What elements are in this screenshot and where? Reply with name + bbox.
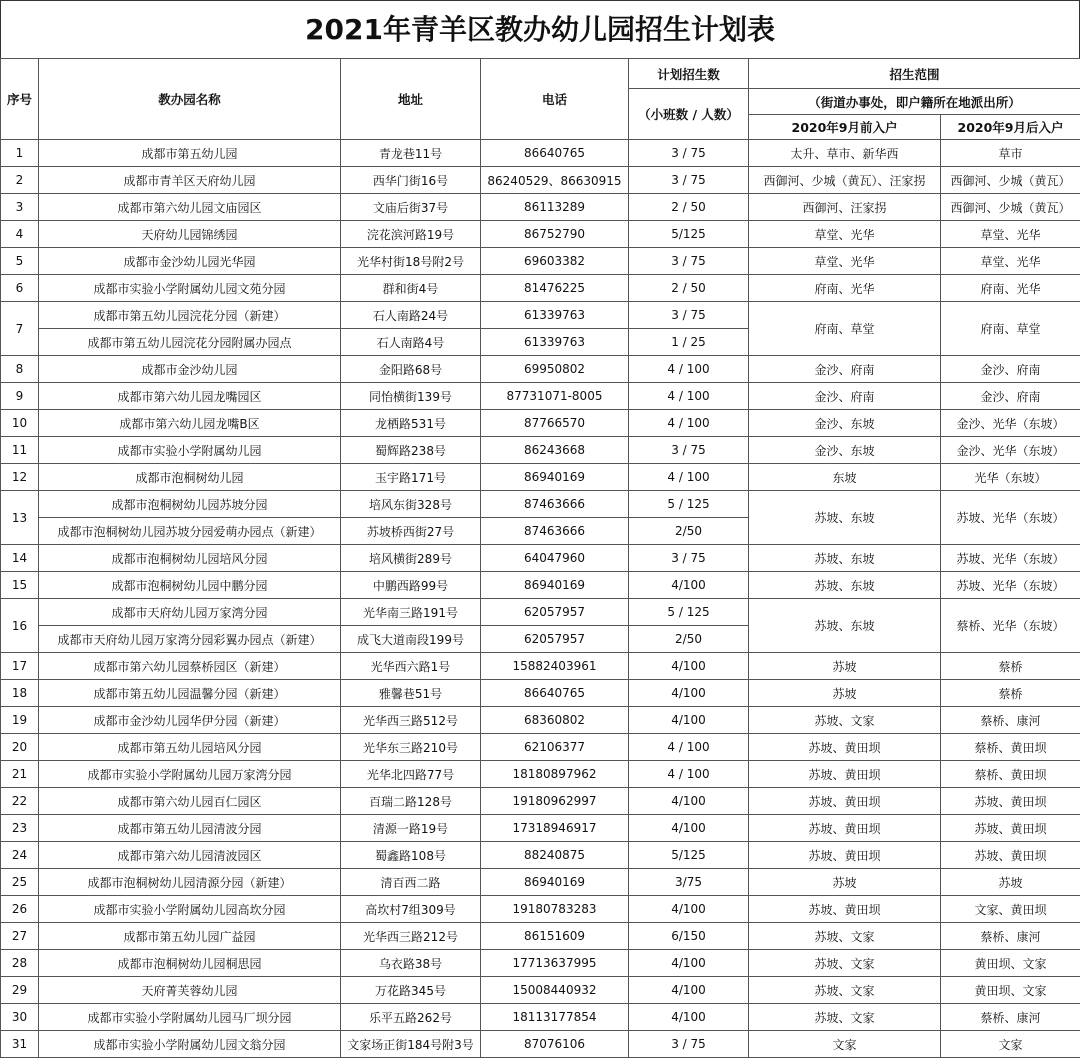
range-after-2020-09: 黄田坝、文家 bbox=[941, 950, 1080, 977]
row-index: 21 bbox=[1, 761, 39, 788]
enrollment-plan: 4 / 100 bbox=[629, 383, 749, 410]
kindergarten-name: 成都市第五幼儿园浣花分园（新建） bbox=[39, 302, 341, 329]
kindergarten-name: 成都市第六幼儿园蔡桥园区（新建） bbox=[39, 653, 341, 680]
table-row bbox=[1, 167, 1080, 194]
table-row bbox=[1, 761, 1080, 788]
kindergarten-address: 浣花滨河路19号 bbox=[341, 221, 481, 248]
header-range-sub: （街道办事处，即户籍所在地派出所） bbox=[749, 89, 1080, 115]
kindergarten-phone: 86240529、86630915 bbox=[481, 167, 629, 194]
range-after-2020-09: 蔡桥、康河 bbox=[941, 707, 1080, 734]
row-index: 25 bbox=[1, 869, 39, 896]
kindergarten-address: 文庙后街37号 bbox=[341, 194, 481, 221]
range-after-2020-09: 光华（东坡） bbox=[941, 464, 1080, 491]
kindergarten-name: 成都市实验小学附属幼儿园文苑分园 bbox=[39, 275, 341, 302]
table-row bbox=[1, 491, 1080, 518]
kindergarten-name: 天府菁芙蓉幼儿园 bbox=[39, 977, 341, 1004]
table-row bbox=[1, 356, 1080, 383]
range-before-2020-09: 苏坡、文家 bbox=[749, 923, 941, 950]
table-row bbox=[1, 680, 1080, 707]
kindergarten-name: 成都市第六幼儿园文庙园区 bbox=[39, 194, 341, 221]
range-before-2020-09: 西御河、少城（黄瓦）、汪家拐 bbox=[749, 167, 941, 194]
kindergarten-phone: 87076106 bbox=[481, 1031, 629, 1058]
kindergarten-name: 成都市天府幼儿园万家湾分园 bbox=[39, 599, 341, 626]
row-index: 13 bbox=[1, 491, 39, 545]
row-index: 20 bbox=[1, 734, 39, 761]
row-index: 6 bbox=[1, 275, 39, 302]
kindergarten-address: 龙栖路531号 bbox=[341, 410, 481, 437]
enrollment-plan: 5/125 bbox=[629, 842, 749, 869]
enrollment-plan: 2/50 bbox=[629, 518, 749, 545]
range-before-2020-09: 府南、光华 bbox=[749, 275, 941, 302]
kindergarten-address: 光华西三路512号 bbox=[341, 707, 481, 734]
range-after-2020-09: 蔡桥、康河 bbox=[941, 923, 1080, 950]
kindergarten-phone: 62106377 bbox=[481, 734, 629, 761]
range-before-2020-09: 苏坡、东坡 bbox=[749, 599, 941, 653]
kindergarten-phone: 19180783283 bbox=[481, 896, 629, 923]
enrollment-plan: 4/100 bbox=[629, 815, 749, 842]
range-after-2020-09: 苏坡、光华（东坡） bbox=[941, 491, 1080, 545]
kindergarten-name: 成都市实验小学附属幼儿园马厂坝分园 bbox=[39, 1004, 341, 1031]
kindergarten-address: 青龙巷11号 bbox=[341, 140, 481, 167]
kindergarten-phone: 86752790 bbox=[481, 221, 629, 248]
kindergarten-name: 成都市泡桐树幼儿园培风分园 bbox=[39, 545, 341, 572]
page-title: 2021年青羊区教办幼儿园招生计划表 bbox=[0, 0, 1080, 58]
range-before-2020-09: 苏坡 bbox=[749, 680, 941, 707]
table-row bbox=[1, 410, 1080, 437]
row-index: 29 bbox=[1, 977, 39, 1004]
range-after-2020-09: 金沙、光华（东坡） bbox=[941, 437, 1080, 464]
kindergarten-name: 成都市第五幼儿园浣花分园附属办园点 bbox=[39, 329, 341, 356]
row-index: 3 bbox=[1, 194, 39, 221]
row-index: 11 bbox=[1, 437, 39, 464]
range-before-2020-09: 苏坡、黄田坝 bbox=[749, 734, 941, 761]
row-index: 7 bbox=[1, 302, 39, 356]
enrollment-plan: 2 / 50 bbox=[629, 275, 749, 302]
range-after-2020-09: 文家、黄田坝 bbox=[941, 896, 1080, 923]
range-after-2020-09: 苏坡、光华（东坡） bbox=[941, 572, 1080, 599]
enrollment-plan: 3 / 75 bbox=[629, 167, 749, 194]
header-phone: 电话 bbox=[481, 59, 629, 140]
row-index: 23 bbox=[1, 815, 39, 842]
kindergarten-name: 成都市第六幼儿园龙嘴园区 bbox=[39, 383, 341, 410]
kindergarten-name: 成都市金沙幼儿园华伊分园（新建） bbox=[39, 707, 341, 734]
range-after-2020-09: 府南、光华 bbox=[941, 275, 1080, 302]
enrollment-plan: 5/125 bbox=[629, 221, 749, 248]
row-index: 19 bbox=[1, 707, 39, 734]
range-after-2020-09: 苏坡、光华（东坡） bbox=[941, 545, 1080, 572]
kindergarten-name: 成都市泡桐树幼儿园桐思园 bbox=[39, 950, 341, 977]
row-index: 8 bbox=[1, 356, 39, 383]
kindergarten-address: 光华东三路210号 bbox=[341, 734, 481, 761]
enrollment-plan: 4/100 bbox=[629, 572, 749, 599]
range-before-2020-09: 苏坡、文家 bbox=[749, 1004, 941, 1031]
kindergarten-phone: 86940169 bbox=[481, 869, 629, 896]
kindergarten-phone: 87731071-8005 bbox=[481, 383, 629, 410]
kindergarten-phone: 86243668 bbox=[481, 437, 629, 464]
kindergarten-name: 成都市金沙幼儿园 bbox=[39, 356, 341, 383]
range-after-2020-09: 金沙、府南 bbox=[941, 383, 1080, 410]
range-before-2020-09: 太升、草市、新华西 bbox=[749, 140, 941, 167]
range-before-2020-09: 苏坡 bbox=[749, 869, 941, 896]
kindergarten-phone: 19180962997 bbox=[481, 788, 629, 815]
row-index: 28 bbox=[1, 950, 39, 977]
range-after-2020-09: 蔡桥 bbox=[941, 653, 1080, 680]
kindergarten-name: 成都市第五幼儿园 bbox=[39, 140, 341, 167]
kindergarten-address: 苏坡桥西街27号 bbox=[341, 518, 481, 545]
range-after-2020-09: 草市 bbox=[941, 140, 1080, 167]
enrollment-plan: 4 / 100 bbox=[629, 761, 749, 788]
enrollment-table bbox=[0, 58, 1080, 1058]
range-after-2020-09: 苏坡、黄田坝 bbox=[941, 788, 1080, 815]
kindergarten-name: 成都市实验小学附属幼儿园 bbox=[39, 437, 341, 464]
table-row bbox=[1, 437, 1080, 464]
enrollment-plan: 4 / 100 bbox=[629, 734, 749, 761]
kindergarten-name: 成都市实验小学附属幼儿园万家湾分园 bbox=[39, 761, 341, 788]
range-after-2020-09: 苏坡 bbox=[941, 869, 1080, 896]
table-row bbox=[1, 707, 1080, 734]
table-row bbox=[1, 599, 1080, 626]
table-row bbox=[1, 896, 1080, 923]
range-before-2020-09: 苏坡 bbox=[749, 653, 941, 680]
kindergarten-name: 成都市第五幼儿园广益园 bbox=[39, 923, 341, 950]
range-after-2020-09: 草堂、光华 bbox=[941, 248, 1080, 275]
range-before-2020-09: 草堂、光华 bbox=[749, 221, 941, 248]
range-before-2020-09: 苏坡、黄田坝 bbox=[749, 842, 941, 869]
row-index: 16 bbox=[1, 599, 39, 653]
range-after-2020-09: 蔡桥、康河 bbox=[941, 1004, 1080, 1031]
kindergarten-address: 雅馨巷51号 bbox=[341, 680, 481, 707]
row-index: 22 bbox=[1, 788, 39, 815]
enrollment-plan: 4 / 100 bbox=[629, 356, 749, 383]
kindergarten-phone: 68360802 bbox=[481, 707, 629, 734]
kindergarten-address: 光华村街18号附2号 bbox=[341, 248, 481, 275]
kindergarten-address: 乐平五路262号 bbox=[341, 1004, 481, 1031]
kindergarten-address: 乌衣路38号 bbox=[341, 950, 481, 977]
kindergarten-address: 高坎村7组309号 bbox=[341, 896, 481, 923]
enrollment-plan: 2 / 50 bbox=[629, 194, 749, 221]
header-after: 2020年9月后入户 bbox=[941, 115, 1080, 140]
kindergarten-phone: 18180897962 bbox=[481, 761, 629, 788]
range-after-2020-09: 蔡桥、黄田坝 bbox=[941, 734, 1080, 761]
enrollment-plan: 3 / 75 bbox=[629, 302, 749, 329]
kindergarten-phone: 17713637995 bbox=[481, 950, 629, 977]
kindergarten-name: 成都市第六幼儿园清波园区 bbox=[39, 842, 341, 869]
enrollment-plan: 3 / 75 bbox=[629, 437, 749, 464]
kindergarten-name: 成都市实验小学附属幼儿园文翁分园 bbox=[39, 1031, 341, 1058]
kindergarten-address: 中鹏西路99号 bbox=[341, 572, 481, 599]
enrollment-plan: 4/100 bbox=[629, 896, 749, 923]
kindergarten-phone: 86113289 bbox=[481, 194, 629, 221]
enrollment-plan: 4/100 bbox=[629, 950, 749, 977]
kindergarten-name: 成都市金沙幼儿园光华园 bbox=[39, 248, 341, 275]
kindergarten-address: 玉宇路171号 bbox=[341, 464, 481, 491]
enrollment-plan: 4 / 100 bbox=[629, 410, 749, 437]
kindergarten-address: 光华北四路77号 bbox=[341, 761, 481, 788]
range-before-2020-09: 苏坡、黄田坝 bbox=[749, 761, 941, 788]
kindergarten-address: 西华门街16号 bbox=[341, 167, 481, 194]
range-before-2020-09: 草堂、光华 bbox=[749, 248, 941, 275]
kindergarten-phone: 86640765 bbox=[481, 140, 629, 167]
table-row bbox=[1, 464, 1080, 491]
table-body bbox=[1, 140, 1080, 1058]
kindergarten-name: 成都市青羊区天府幼儿园 bbox=[39, 167, 341, 194]
row-index: 9 bbox=[1, 383, 39, 410]
kindergarten-phone: 69950802 bbox=[481, 356, 629, 383]
kindergarten-name: 成都市实验小学附属幼儿园高坎分园 bbox=[39, 896, 341, 923]
enrollment-plan: 4/100 bbox=[629, 788, 749, 815]
enrollment-plan: 3 / 75 bbox=[629, 1031, 749, 1058]
row-index: 14 bbox=[1, 545, 39, 572]
enrollment-plan: 3 / 75 bbox=[629, 545, 749, 572]
range-after-2020-09: 西御河、少城（黄瓦） bbox=[941, 167, 1080, 194]
row-index: 24 bbox=[1, 842, 39, 869]
enrollment-plan: 4 / 100 bbox=[629, 464, 749, 491]
range-after-2020-09: 文家 bbox=[941, 1031, 1080, 1058]
range-before-2020-09: 西御河、汪家拐 bbox=[749, 194, 941, 221]
table-row bbox=[1, 275, 1080, 302]
enrollment-plan: 4/100 bbox=[629, 1004, 749, 1031]
row-index: 12 bbox=[1, 464, 39, 491]
range-after-2020-09: 蔡桥 bbox=[941, 680, 1080, 707]
kindergarten-address: 清源一路19号 bbox=[341, 815, 481, 842]
kindergarten-phone: 86151609 bbox=[481, 923, 629, 950]
kindergarten-phone: 17318946917 bbox=[481, 815, 629, 842]
kindergarten-phone: 87463666 bbox=[481, 491, 629, 518]
kindergarten-phone: 87463666 bbox=[481, 518, 629, 545]
row-index: 15 bbox=[1, 572, 39, 599]
enrollment-plan: 2/50 bbox=[629, 626, 749, 653]
kindergarten-address: 培风横街289号 bbox=[341, 545, 481, 572]
range-before-2020-09: 苏坡、黄田坝 bbox=[749, 896, 941, 923]
kindergarten-name: 天府幼儿园锦绣园 bbox=[39, 221, 341, 248]
kindergarten-phone: 62057957 bbox=[481, 626, 629, 653]
kindergarten-address: 文家场正街184号附3号 bbox=[341, 1031, 481, 1058]
kindergarten-phone: 86940169 bbox=[481, 464, 629, 491]
kindergarten-address: 光华西三路212号 bbox=[341, 923, 481, 950]
table-row bbox=[1, 1004, 1080, 1031]
table-row bbox=[1, 248, 1080, 275]
kindergarten-name: 成都市天府幼儿园万家湾分园彩翼办园点（新建） bbox=[39, 626, 341, 653]
header-range: 招生范围 bbox=[749, 59, 1080, 89]
kindergarten-phone: 81476225 bbox=[481, 275, 629, 302]
row-index: 2 bbox=[1, 167, 39, 194]
enrollment-plan: 4/100 bbox=[629, 680, 749, 707]
table-row bbox=[1, 950, 1080, 977]
table-row bbox=[1, 734, 1080, 761]
table-row bbox=[1, 815, 1080, 842]
kindergarten-name: 成都市泡桐树幼儿园苏坡分园 bbox=[39, 491, 341, 518]
kindergarten-phone: 69603382 bbox=[481, 248, 629, 275]
enrollment-plan: 3 / 75 bbox=[629, 248, 749, 275]
kindergarten-phone: 86940169 bbox=[481, 572, 629, 599]
range-before-2020-09: 金沙、东坡 bbox=[749, 410, 941, 437]
range-before-2020-09: 苏坡、黄田坝 bbox=[749, 815, 941, 842]
kindergarten-name: 成都市第六幼儿园百仁园区 bbox=[39, 788, 341, 815]
range-before-2020-09: 金沙、东坡 bbox=[749, 437, 941, 464]
header-before: 2020年9月前入户 bbox=[749, 115, 941, 140]
table-row bbox=[1, 221, 1080, 248]
table-row bbox=[1, 194, 1080, 221]
kindergarten-name: 成都市第五幼儿园清波分园 bbox=[39, 815, 341, 842]
range-after-2020-09: 府南、草堂 bbox=[941, 302, 1080, 356]
kindergarten-address: 光华南三路191号 bbox=[341, 599, 481, 626]
row-index: 31 bbox=[1, 1031, 39, 1058]
header-plan-sub: （小班数 / 人数） bbox=[629, 89, 749, 140]
enrollment-plan: 3 / 75 bbox=[629, 140, 749, 167]
table-row bbox=[1, 545, 1080, 572]
kindergarten-address: 石人南路24号 bbox=[341, 302, 481, 329]
kindergarten-address: 金阳路68号 bbox=[341, 356, 481, 383]
kindergarten-phone: 15008440932 bbox=[481, 977, 629, 1004]
range-after-2020-09: 草堂、光华 bbox=[941, 221, 1080, 248]
enrollment-plan: 4/100 bbox=[629, 707, 749, 734]
range-after-2020-09: 蔡桥、黄田坝 bbox=[941, 761, 1080, 788]
range-before-2020-09: 苏坡、黄田坝 bbox=[749, 788, 941, 815]
kindergarten-address: 培风东街328号 bbox=[341, 491, 481, 518]
range-before-2020-09: 苏坡、东坡 bbox=[749, 572, 941, 599]
table-row bbox=[1, 842, 1080, 869]
kindergarten-address: 清百西二路 bbox=[341, 869, 481, 896]
kindergarten-phone: 62057957 bbox=[481, 599, 629, 626]
range-before-2020-09: 金沙、府南 bbox=[749, 356, 941, 383]
row-index: 5 bbox=[1, 248, 39, 275]
table-row bbox=[1, 572, 1080, 599]
enrollment-plan: 4/100 bbox=[629, 653, 749, 680]
range-after-2020-09: 金沙、府南 bbox=[941, 356, 1080, 383]
kindergarten-phone: 87766570 bbox=[481, 410, 629, 437]
enrollment-plan: 6/150 bbox=[629, 923, 749, 950]
row-index: 4 bbox=[1, 221, 39, 248]
kindergarten-address: 成飞大道南段199号 bbox=[341, 626, 481, 653]
range-after-2020-09: 蔡桥、光华（东坡） bbox=[941, 599, 1080, 653]
header-name: 教办园名称 bbox=[39, 59, 341, 140]
range-before-2020-09: 苏坡、文家 bbox=[749, 950, 941, 977]
table-row bbox=[1, 1031, 1080, 1058]
range-before-2020-09: 府南、草堂 bbox=[749, 302, 941, 356]
enrollment-plan: 3/75 bbox=[629, 869, 749, 896]
enrollment-plan: 5 / 125 bbox=[629, 599, 749, 626]
range-before-2020-09: 苏坡、文家 bbox=[749, 977, 941, 1004]
kindergarten-name: 成都市第五幼儿园培风分园 bbox=[39, 734, 341, 761]
table-row bbox=[1, 653, 1080, 680]
range-after-2020-09: 西御河、少城（黄瓦） bbox=[941, 194, 1080, 221]
range-before-2020-09: 苏坡、文家 bbox=[749, 707, 941, 734]
kindergarten-address: 光华西六路1号 bbox=[341, 653, 481, 680]
table-row bbox=[1, 977, 1080, 1004]
table-row bbox=[1, 302, 1080, 329]
kindergarten-name: 成都市泡桐树幼儿园中鹏分园 bbox=[39, 572, 341, 599]
table-row bbox=[1, 140, 1080, 167]
range-after-2020-09: 黄田坝、文家 bbox=[941, 977, 1080, 1004]
table-row bbox=[1, 869, 1080, 896]
kindergarten-phone: 61339763 bbox=[481, 302, 629, 329]
row-index: 30 bbox=[1, 1004, 39, 1031]
enrollment-plan: 1 / 25 bbox=[629, 329, 749, 356]
range-after-2020-09: 金沙、光华（东坡） bbox=[941, 410, 1080, 437]
range-before-2020-09: 金沙、府南 bbox=[749, 383, 941, 410]
kindergarten-address: 蜀鑫路108号 bbox=[341, 842, 481, 869]
kindergarten-address: 石人南路4号 bbox=[341, 329, 481, 356]
kindergarten-phone: 88240875 bbox=[481, 842, 629, 869]
header-plan: 计划招生数 bbox=[629, 59, 749, 89]
row-index: 10 bbox=[1, 410, 39, 437]
kindergarten-address: 同怡横街139号 bbox=[341, 383, 481, 410]
kindergarten-name: 成都市泡桐树幼儿园 bbox=[39, 464, 341, 491]
header-index: 序号 bbox=[1, 59, 39, 140]
kindergarten-address: 蜀辉路238号 bbox=[341, 437, 481, 464]
kindergarten-address: 群和街4号 bbox=[341, 275, 481, 302]
kindergarten-phone: 86640765 bbox=[481, 680, 629, 707]
range-after-2020-09: 苏坡、黄田坝 bbox=[941, 842, 1080, 869]
enrollment-plan: 5 / 125 bbox=[629, 491, 749, 518]
range-after-2020-09: 苏坡、黄田坝 bbox=[941, 815, 1080, 842]
table-row bbox=[1, 923, 1080, 950]
kindergarten-name: 成都市第五幼儿园温馨分园（新建） bbox=[39, 680, 341, 707]
kindergarten-phone: 61339763 bbox=[481, 329, 629, 356]
kindergarten-name: 成都市泡桐树幼儿园清源分园（新建） bbox=[39, 869, 341, 896]
row-index: 27 bbox=[1, 923, 39, 950]
kindergarten-name: 成都市第六幼儿园龙嘴B区 bbox=[39, 410, 341, 437]
kindergarten-name: 成都市泡桐树幼儿园苏坡分园爱萌办园点（新建） bbox=[39, 518, 341, 545]
range-before-2020-09: 苏坡、东坡 bbox=[749, 491, 941, 545]
enrollment-plan: 4/100 bbox=[629, 977, 749, 1004]
kindergarten-phone: 18113177854 bbox=[481, 1004, 629, 1031]
kindergarten-phone: 64047960 bbox=[481, 545, 629, 572]
kindergarten-address: 百瑞二路128号 bbox=[341, 788, 481, 815]
range-before-2020-09: 苏坡、东坡 bbox=[749, 545, 941, 572]
row-index: 18 bbox=[1, 680, 39, 707]
kindergarten-address: 万花路345号 bbox=[341, 977, 481, 1004]
range-before-2020-09: 东坡 bbox=[749, 464, 941, 491]
table-row bbox=[1, 788, 1080, 815]
header-address: 地址 bbox=[341, 59, 481, 140]
kindergarten-phone: 15882403961 bbox=[481, 653, 629, 680]
row-index: 1 bbox=[1, 140, 39, 167]
table-row bbox=[1, 383, 1080, 410]
row-index: 26 bbox=[1, 896, 39, 923]
range-before-2020-09: 文家 bbox=[749, 1031, 941, 1058]
row-index: 17 bbox=[1, 653, 39, 680]
